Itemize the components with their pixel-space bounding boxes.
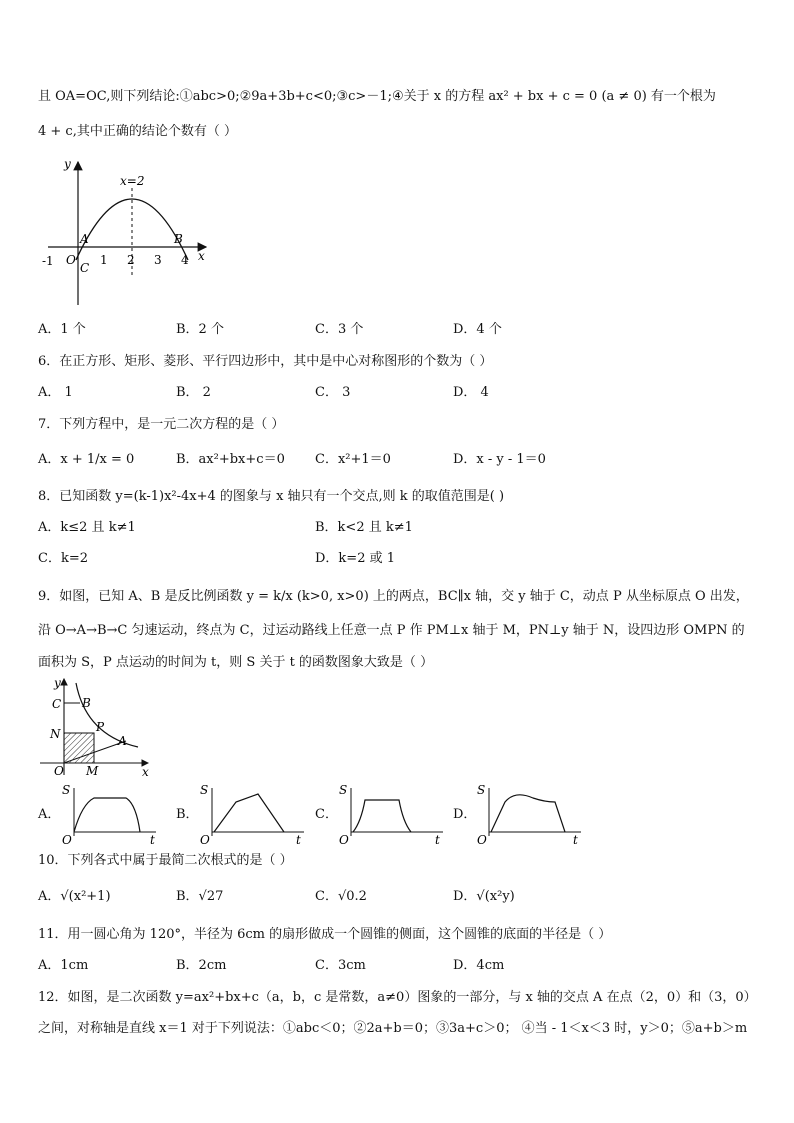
tick-minus1: -1 [42, 254, 54, 268]
q6-option-d[interactable]: D． 4 [453, 385, 489, 400]
q5-option-a[interactable]: A．1 个 [38, 322, 86, 337]
q8-option-c[interactable]: C．k=2 [38, 551, 88, 566]
q9-option-a-graph[interactable] [60, 784, 160, 846]
opt-b-curve [214, 794, 284, 832]
q9-hyperbola-figure [38, 675, 158, 780]
graph-axis-note: x=2 [120, 174, 145, 188]
rect-ompn [64, 733, 94, 763]
q11-option-b[interactable]: B．2cm [176, 958, 227, 973]
q11-option-a[interactable]: A．1cm [38, 958, 89, 973]
fig-point-A: A [118, 734, 127, 748]
opt-d-s-label: S [477, 783, 486, 797]
q9-option-c-graph[interactable] [337, 784, 447, 846]
q7-option-d[interactable]: D．x - y - 1＝0 [453, 452, 546, 467]
q12-stem-line2: 之间，对称轴是直线 x＝1 对于下列说法：①abc＜0；②2a+b＝0；③3a+c＞0； ④当 - 1＜x＜3 时，y＞0；⑤a+b＞m [38, 1021, 748, 1036]
q8-option-d[interactable]: D．k=2 或 1 [315, 551, 395, 566]
q11-stem: 11．用一圆心角为 120°，半径为 6cm 的扇形做成一个圆锥的侧面，这个圆锥的底面的半径是（ ） [38, 927, 612, 942]
tick-1: 1 [100, 253, 108, 267]
fig-x-label: x [142, 765, 149, 779]
q10-option-b[interactable]: B．√27 [176, 889, 224, 904]
q8-option-a[interactable]: A．k≤2 且 k≠1 [38, 520, 136, 535]
tick-4: 4 [181, 253, 189, 267]
q7-option-c[interactable]: C．x²+1＝0 [315, 452, 391, 467]
opt-d-t-label: t [573, 833, 578, 847]
opt-a-origin: O [62, 833, 72, 847]
q9-option-a-letter[interactable]: A． [38, 807, 61, 822]
fig-point-B: B [82, 696, 91, 710]
q9-option-d-letter[interactable]: D． [453, 807, 477, 822]
origin-label: O [66, 253, 76, 267]
q5-option-b[interactable]: B．2 个 [176, 322, 224, 337]
q11-option-c[interactable]: C．3cm [315, 958, 366, 973]
fig-point-N: N [50, 727, 61, 741]
q6-option-b[interactable]: B． 2 [176, 385, 211, 400]
q8-stem: 8．已知函数 y=(k-1)x²-4x+4 的图象与 x 轴只有一个交点,则 k 的取值范围是( ) [38, 489, 505, 504]
q9-option-b-letter[interactable]: B． [176, 807, 199, 822]
q5-stem-line1: 且 OA=OC,则下列结论:①abc>0;②9a+3b+c<0;③c>－1;④关于 x 的方程 ax² + bx + c = 0 (a ≠ 0) 有一个根为 [38, 89, 716, 104]
graph-x-label: x [198, 249, 205, 263]
q10-stem: 10．下列各式中属于最简二次根式的是（ ） [38, 853, 293, 868]
q9-stem-line1: 9．如图，已知 A、B 是反比例函数 y = k/x (k>0, x>0) 上的两点，BC∥x 轴，交 y 轴于 C，动点 P 从坐标原点 O 出发， [38, 589, 749, 604]
q5-option-c[interactable]: C．3 个 [315, 322, 364, 337]
q10-option-d[interactable]: D．√(x²y) [453, 889, 515, 904]
q6-option-a[interactable]: A． 1 [38, 385, 73, 400]
q11-option-d[interactable]: D．4cm [453, 958, 505, 973]
q7-stem: 7．下列方程中，是一元二次方程的是（ ） [38, 417, 285, 432]
opt-d-origin: O [477, 833, 487, 847]
q9-stem-line3: 面积为 S，P 点运动的时间为 t，则 S 关于 t 的函数图象大致是（ ） [38, 655, 434, 670]
q6-stem: 6．在正方形、矩形、菱形、平行四边形中，其中是中心对称图形的个数为（ ） [38, 354, 493, 369]
tick-2: 2 [127, 253, 135, 267]
q5-parabola-graph [38, 150, 218, 310]
fig-origin-O: O [54, 764, 64, 778]
opt-b-origin: O [200, 833, 210, 847]
opt-a-curve [74, 798, 140, 832]
opt-a-s-label: S [62, 783, 71, 797]
q9-option-b-graph[interactable] [198, 784, 308, 846]
graph-y-label: y [64, 157, 71, 171]
q12-stem-line1: 12．如图，是二次函数 y=ax²+bx+c（a，b，c 是常数，a≠0）图象的一部分，与 x 轴的交点 A 在点（2，0）和（3，0） [38, 990, 757, 1005]
q9-option-d-graph[interactable] [475, 784, 585, 846]
opt-b-t-label: t [296, 833, 301, 847]
opt-d-curve [491, 795, 565, 832]
opt-c-curve [353, 800, 411, 832]
q5-stem-line2: 4 + c,其中正确的结论个数有（ ） [38, 124, 237, 139]
opt-a-t-label: t [150, 833, 155, 847]
q9-option-c-letter[interactable]: C． [315, 807, 338, 822]
q7-option-b[interactable]: B．ax²+bx+c＝0 [176, 452, 285, 467]
opt-b-s-label: S [200, 783, 209, 797]
q10-option-a[interactable]: A．√(x²+1) [38, 889, 111, 904]
point-C-label: C [80, 261, 90, 275]
q8-option-b[interactable]: B．k<2 且 k≠1 [315, 520, 413, 535]
fig-point-M: M [86, 764, 99, 778]
fig-y-label: y [54, 676, 61, 690]
q6-option-c[interactable]: C． 3 [315, 385, 351, 400]
q7-option-a[interactable]: A．x + 1/x = 0 [38, 452, 135, 467]
point-A-label: A [80, 232, 89, 246]
opt-c-s-label: S [339, 783, 348, 797]
q5-option-d[interactable]: D．4 个 [453, 322, 502, 337]
q10-option-c[interactable]: C．√0.2 [315, 889, 367, 904]
fig-point-P: P [96, 720, 105, 734]
opt-c-t-label: t [435, 833, 440, 847]
tick-3: 3 [154, 253, 162, 267]
point-B-label: B [174, 232, 183, 246]
fig-point-C: C [52, 697, 62, 711]
opt-c-origin: O [339, 833, 349, 847]
q9-stem-line2: 沿 O→A→B→C 匀速运动，终点为 C，过运动路线上任意一点 P 作 PM⊥x 轴于 M，PN⊥y 轴于 N，设四边形 OMPN 的 [38, 623, 745, 638]
